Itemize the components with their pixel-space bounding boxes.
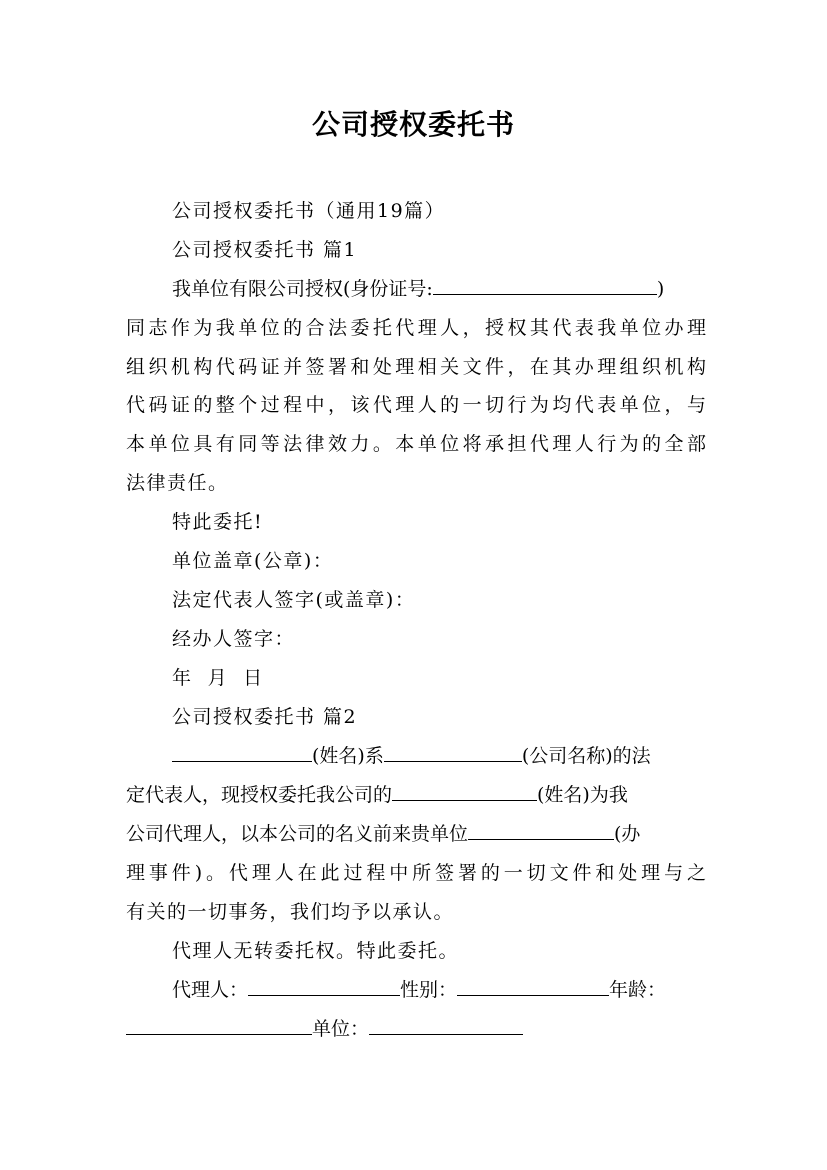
section1-p1-line4: 代码证的整个过程中，该代理人的一切行为均代表单位，与 (126, 394, 706, 416)
no-transfer-line: 代理人无转委托权。特此委托。 (172, 940, 460, 962)
age-blank (126, 1016, 312, 1035)
id-suffix: ) (656, 278, 665, 300)
section2-line4: 理事件)。代理人在此过程中所签署的一切文件和处理与之 (126, 862, 706, 884)
section1-p1-line5: 本单位具有同等法律效力。本单位将承担代理人行为的全部 (126, 433, 706, 455)
date-line: 年 月 日 (172, 667, 264, 689)
unit-label: 单位： (312, 1018, 370, 1040)
agent-info-line (172, 977, 666, 1003)
section2-line2: 定代表人，现授权委托我公司的 (姓名)为我 (126, 784, 628, 806)
section1-p1-line2: 同志作为我单位的合法委托代理人，授权其代表我单位办理 (126, 317, 706, 339)
unit-name-blank (369, 1016, 523, 1035)
section1-p1-line3: 组织机构代码证并签署和处理相关文件，在其办理组织机构 (126, 356, 706, 378)
document-title: 公司授权委托书 (311, 108, 515, 141)
unit-blank (468, 821, 614, 840)
seal-line: 单位盖章(公章)： (172, 550, 334, 572)
section2-heading: 公司授权委托书 篇2 (172, 706, 358, 728)
name-blank (172, 743, 312, 762)
legal-rep-line: 法定代表人签字(或盖章)： (172, 589, 416, 611)
section1-heading: 公司授权委托书 篇1 (172, 239, 358, 261)
section1-p1-line6: 法律责任。 (126, 472, 229, 494)
agent-label: 代理人： (172, 979, 249, 1001)
gender-label: 性别： (400, 979, 458, 1001)
handler-line: 经办人签字： (172, 628, 296, 650)
id-prefix: 我单位有限公司授权(身份证号: (172, 278, 433, 300)
special-line: 特此委托! (172, 511, 264, 533)
section2-line5: 有关的一切事务，我们均予以承认。 (126, 901, 455, 923)
agent-blank (248, 977, 400, 996)
company-blank (384, 743, 522, 762)
age-label: 年龄： (609, 979, 667, 1001)
id-number-blank (433, 276, 657, 295)
section2-line1: (姓名)系 (公司名称)的法 (172, 743, 651, 769)
agent-name-blank (392, 782, 537, 801)
intro-line: 公司授权委托书（通用19篇） (172, 200, 446, 222)
section1-p1-line1 (172, 276, 664, 302)
gender-blank (457, 977, 609, 996)
section2-line3: 公司代理人，以本公司的名义前来贵单位 (办 (126, 823, 641, 845)
unit-info-line (126, 1016, 523, 1042)
